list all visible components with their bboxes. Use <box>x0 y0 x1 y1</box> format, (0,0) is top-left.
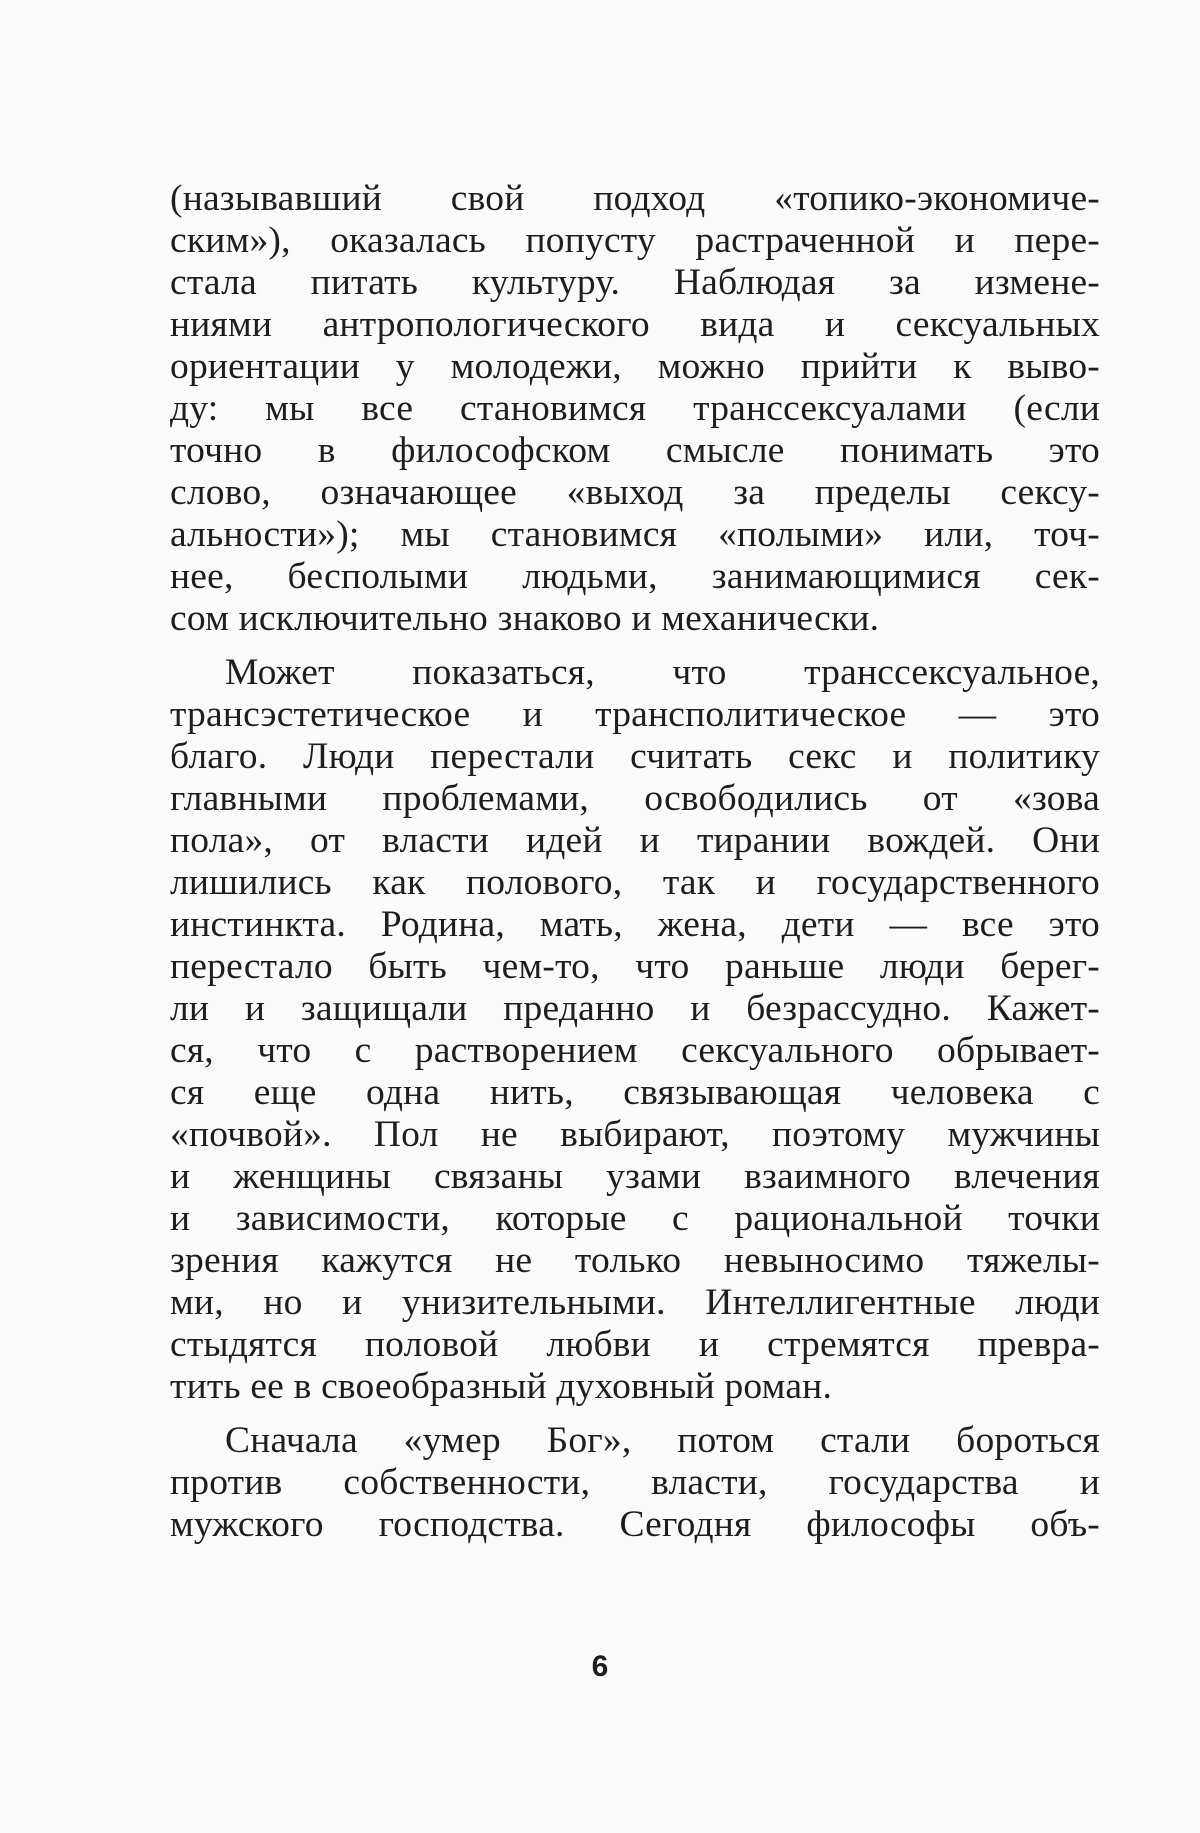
text-line: и зависимости, которые с рациональной точки <box>170 1198 1100 1239</box>
text-line: ми, но и унизительными. Интеллигентные люди <box>170 1282 1100 1323</box>
text-line: инстинкта. Родина, мать, жена, дети — все это <box>170 904 1100 945</box>
text-line: против собственности, власти, государства и <box>170 1462 1100 1503</box>
text-line: альности»); мы становимся «полыми» или, точ- <box>170 514 1100 555</box>
text-line: ду: мы все становимся транссексуалами (если <box>170 388 1100 429</box>
text-line: зрения кажутся не только невыносимо тяжелы- <box>170 1240 1100 1281</box>
text-line: главными проблемами, освободились от «зова <box>170 778 1100 819</box>
text-line: ниями антропологического вида и сексуальных <box>170 304 1100 345</box>
text-line: стыдятся половой любви и стремятся превра- <box>170 1324 1100 1365</box>
paragraph-1 <box>170 178 1100 640</box>
text-line: (называвший свой подход «топико-экономиче- <box>170 178 1100 219</box>
text-line: тить ее в своеобразный духовный роман. <box>170 1366 833 1407</box>
text-line: ориентации у молодежи, можно прийти к выво- <box>170 346 1100 387</box>
text-line: Может показаться, что транссексуальное, <box>225 652 1100 693</box>
text-line: нее, бесполыми людьми, занимающимися сек- <box>170 556 1100 597</box>
body-text <box>170 178 1100 1546</box>
text-line: ся еще одна нить, связывающая человека с <box>170 1072 1100 1113</box>
text-line: лишились как полового, так и государственного <box>170 862 1100 903</box>
paragraph-2 <box>170 652 1100 1408</box>
text-line: трансэстетическое и трансполитическое — это <box>170 694 1100 735</box>
text-line: точно в философском смысле понимать это <box>170 430 1100 471</box>
text-line: мужского господства. Сегодня философы объ- <box>170 1504 1100 1545</box>
text-line: ся, что с растворением сексуального обрывает- <box>170 1030 1100 1071</box>
text-line: стала питать культуру. Наблюдая за измене- <box>170 262 1100 303</box>
page-number: 6 <box>591 1650 609 1683</box>
text-line: Сначала «умер Бог», потом стали бороться <box>225 1420 1100 1461</box>
text-line: пола», от власти идей и тирании вождей. Они <box>170 820 1100 861</box>
text-line: ли и защищали преданно и безрассудно. Кажет- <box>170 988 1100 1029</box>
text-line: «почвой». Пол не выбирают, поэтому мужчины <box>170 1114 1100 1155</box>
paragraph-3 <box>170 1420 1100 1546</box>
text-line: сом исключительно знаково и механически. <box>170 598 880 639</box>
text-line: благо. Люди перестали считать секс и политику <box>170 736 1100 777</box>
text-line: перестало быть чем-то, что раньше люди берег- <box>170 946 1100 987</box>
text-line: ским»), оказалась попусту растраченной и пере- <box>170 220 1100 261</box>
text-line: и женщины связаны узами взаимного влечения <box>170 1156 1100 1197</box>
text-line: слово, означающее «выход за пределы сексу- <box>170 472 1100 513</box>
